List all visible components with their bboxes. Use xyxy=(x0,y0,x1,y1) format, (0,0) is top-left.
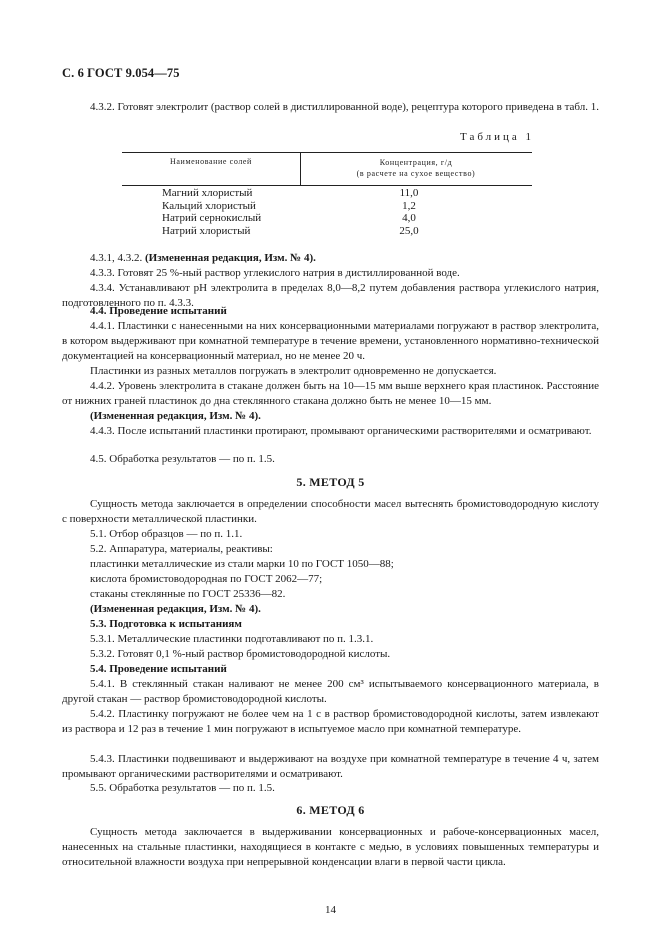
page-number: 14 xyxy=(325,904,336,916)
subheading-5-4: 5.4. Проведение испытаний xyxy=(90,663,227,675)
table-header-salts: Наименование солей xyxy=(170,157,252,166)
table-header-concentration: Концентрация, г/д xyxy=(379,158,453,167)
paragraph-5-4-3: 5.4.3. Пластинки подвешивают и выдерживают на воздухе при комнатной температуре в течение 4 ч, затем промывают органическими растворителями и осматривают. xyxy=(62,753,599,780)
list-item-5-2c: стаканы стеклянные по ГОСТ 25336—82. xyxy=(90,588,286,600)
table-row-value: 11,0 xyxy=(399,187,419,199)
table-top-rule xyxy=(122,152,532,153)
paragraph-4-4-1-note: Пластинки из разных металлов погружать в электролит одновременно не допускается. xyxy=(90,365,497,377)
paragraph-4-3-3: 4.3.3. Готовят 25 %-ный раствор углекислого натрия в дистиллированной воде. xyxy=(90,267,460,279)
table-row-value: 4,0 xyxy=(402,212,416,224)
table-header-rule xyxy=(122,185,532,186)
paragraph-5-3-1: 5.3.1. Металлические пластинки подготавливают по п. 1.3.1. xyxy=(90,633,374,645)
page-header: С. 6 ГОСТ 9.054—75 xyxy=(62,66,180,80)
section-title-6: 6. МЕТОД 6 xyxy=(296,803,365,817)
paragraph-5-intro: Сущность метода заключается в определении способности масел вытеснять бромистоводородную кислоту с поверхности металлической пластинки. xyxy=(62,498,599,525)
subheading-4-4: 4.4. Проведение испытаний xyxy=(90,305,227,317)
paragraph-5-3-2: 5.3.2. Готовят 0,1 %-ный раствор бромистоводородной кислоты. xyxy=(90,648,391,660)
table-row-value: 25,0 xyxy=(399,224,419,237)
paragraph-4-3-4: 4.3.4. Устанавливают pH электролита в пределах 8,0—8,2 путем добавления раствора углекислого натрия, подготовленного по п. 4.3.3. xyxy=(62,282,599,309)
table-row-name: Магний хлористый xyxy=(162,187,253,199)
amendment-note-4-3 xyxy=(90,251,316,266)
paragraph-5-4-2: 5.4.2. Пластинку погружают не более чем на 1 с в раствор бромистоводородной кислоты, затем извлекают из раствора и 12 раз в течение 1 мин погружают в испытуемое масло при комнатной температуре. xyxy=(62,708,599,735)
paragraph-5-2: 5.2. Аппаратура, материалы, реактивы: xyxy=(90,543,273,555)
paragraph-5-5: 5.5. Обработка результатов — по п. 1.5. xyxy=(90,782,275,794)
table-row-name: Натрий хлористый xyxy=(162,224,251,237)
table-row-name: Кальций хлористый xyxy=(162,199,256,212)
paragraph-4-5: 4.5. Обработка результатов — по п. 1.5. xyxy=(90,453,275,465)
amendment-note-4-4-2: (Измененная редакция, Изм. № 4). xyxy=(90,410,261,422)
paragraph-5-4-1: 5.4.1. В стеклянный стакан наливают не менее 200 см³ испытываемого консервационного материала, в другой стакан — раствор бромистоводородной кислоты. xyxy=(62,678,599,705)
paragraph-4-3-2: 4.3.2. Готовят электролит (раствор солей в дистиллированной воде), рецептура которого приведена в табл. 1. xyxy=(90,101,599,113)
paragraph-4-4-1: 4.4.1. Пластинки с нанесенными на них консервационными материалами погружают в раствор электролита, в котором выдерживают при комнатной температуре в течение времени, установленного нормативно-технической документацией на консервационный материал, но не менее 20 ч. xyxy=(62,320,599,362)
list-item-5-2b: кислота бромистоводородная по ГОСТ 2062—77; xyxy=(90,573,323,585)
paragraph-4-4-3: 4.4.3. После испытаний пластинки протирают, промывают органическими растворителями и осматривают. xyxy=(90,425,592,437)
paragraph-5-1: 5.1. Отбор образцов — по п. 1.1. xyxy=(90,528,243,540)
subheading-5-3: 5.3. Подготовка к испытаниям xyxy=(90,618,242,630)
amendment-label: (Измененная редакция, Изм. № 4). xyxy=(145,252,316,264)
list-item-5-2a: пластинки металлические из стали марки 10 по ГОСТ 1050—88; xyxy=(90,558,394,570)
amendment-note-5-2: (Измененная редакция, Изм. № 4). xyxy=(90,603,261,615)
paragraph-6-intro: Сущность метода заключается в выдерживании консервационных и рабоче-консервационных масел, нанесенных на стальные пластинки, находящиеся в контакте с медью, в условиях повышенных температуры и относительной влажности воздуха при непрерывной конденсации влаги в первой части цикла. xyxy=(62,826,599,868)
paragraph-4-4-2: 4.4.2. Уровень электролита в стакане должен быть на 10—15 мм выше верхнего края пластинок. Расстояние от нижних граней пластинок до дна стеклянного стакана должно быть не менее 10—15 мм. xyxy=(62,380,599,407)
table-caption: Таблица 1 xyxy=(460,131,535,143)
table-row-value: 1,2 xyxy=(402,199,416,212)
section-title-5: 5. МЕТОД 5 xyxy=(296,475,365,489)
table-row-name: Натрий сернокислый xyxy=(162,212,262,224)
table-header-concentration-note: (в расчете на сухое вещество) xyxy=(356,169,476,178)
amendment-clauses: 4.3.1, 4.3.2. xyxy=(90,252,145,264)
